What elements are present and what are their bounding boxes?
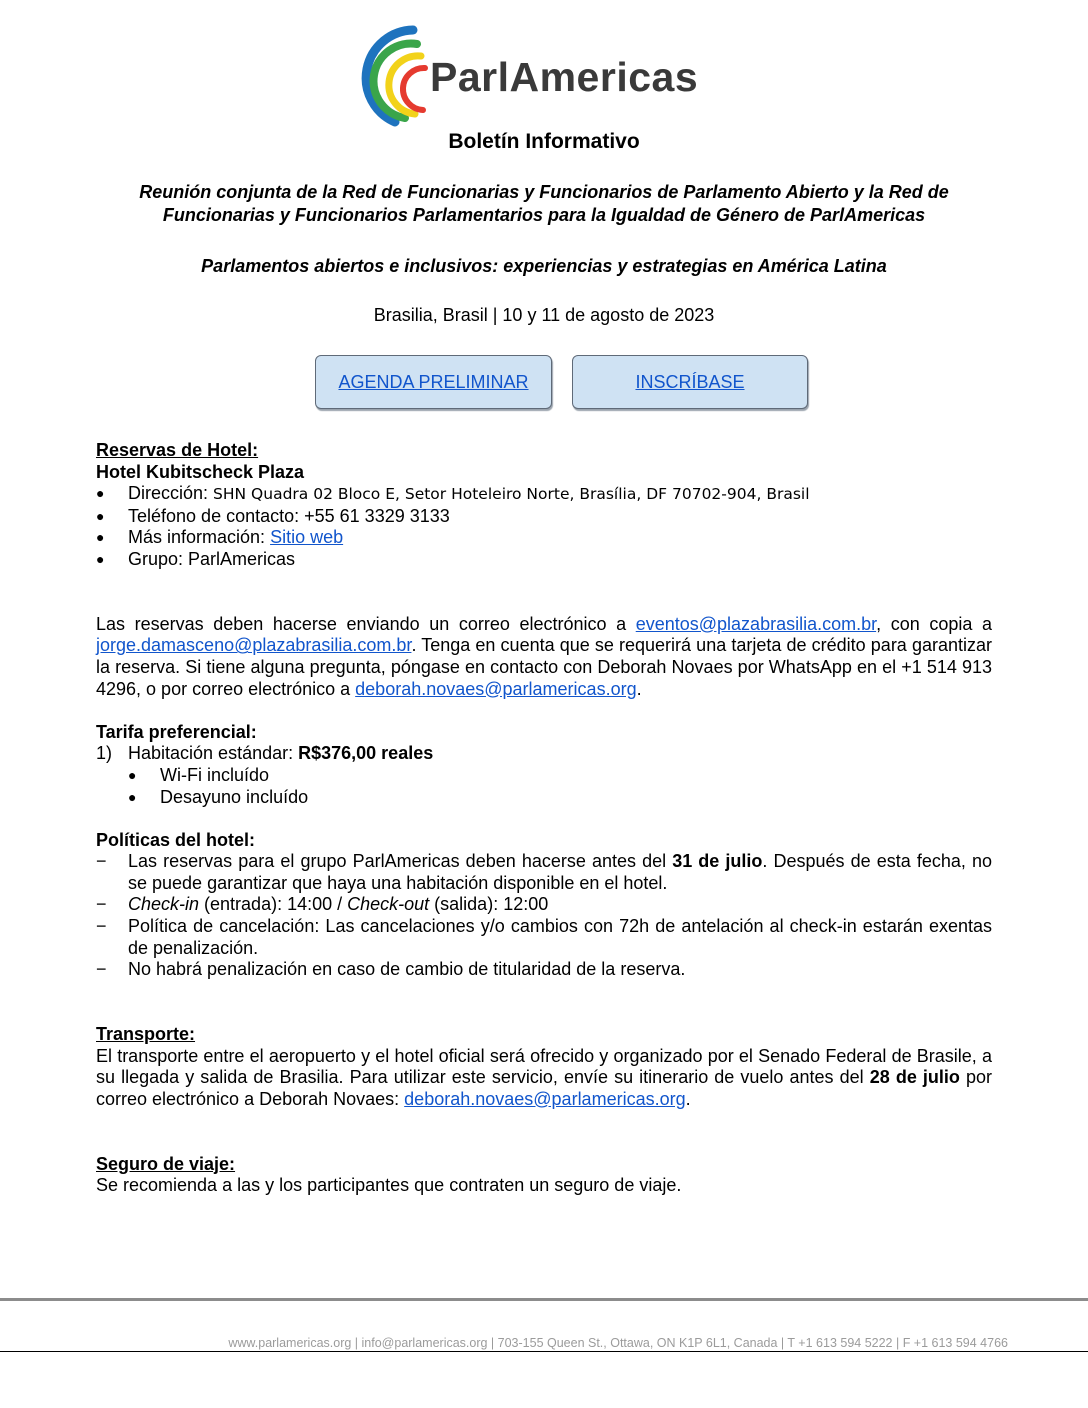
rate-heading: Tarifa preferencial: (96, 721, 257, 742)
hotel-address: ● Dirección: SHN Quadra 02 Bloco E, Setor Hoteleiro Norte, Brasília, DF 70702-904, Brasil (96, 483, 992, 506)
place-date: Brasilia, Brasil | 10 y 11 de agosto de 2023 (373, 305, 715, 325)
hotel-name: Hotel Kubitscheck Plaza (96, 461, 305, 482)
transport-heading: Transporte: (96, 1024, 196, 1045)
main-content (96, 440, 992, 1197)
agenda-button[interactable] (315, 355, 552, 409)
event-name: Parlamentos abiertos e inclusivos: experiencias y estrategias en América Latina (201, 256, 887, 276)
policy-checkin: − Check-in (entrada): 14:00 / Check-out (salida): 12:00 (96, 894, 992, 916)
insurance-text: Se recomienda a las y los participantes que contraten un seguro de viaje. (96, 1175, 682, 1196)
transport-email-link[interactable]: deborah.novaes@parlamericas.org (404, 1088, 686, 1109)
hotel-website-link[interactable]: Sitio web (270, 527, 344, 548)
policy-cancellation: − Política de cancelación: Las cancelaciones y/o cambios con 72h de antelación al check-in estarán exentas de penalización. (96, 916, 992, 959)
hotel-info: ● Más información: Sitio web (96, 527, 992, 549)
footer-divider (0, 1298, 1088, 1301)
email-link-eventos[interactable]: eventos@plazabrasilia.com.br (635, 613, 877, 634)
rate-feature-wifi: ● Wi-Fi incluído (96, 765, 992, 787)
footer-bottom-line (0, 1351, 1088, 1352)
logo-swirl-icon (355, 22, 435, 132)
transport-paragraph: El transporte entre el aeropuerto y el hotel oficial será ofrecido y organizado por el Senado Federal de Brasile, a su llegada y salida de Brasilia. Para utilizar este servicio, envíe su itinerario de vuelo antes del 28 de julio por correo electrónico a Deborah Novaes: deborah.novaes@parlamericas.org. (96, 1045, 992, 1109)
rate-features (96, 765, 992, 808)
meeting-subtitle: Reunión conjunta de la Red de Funcionarias y Funcionarios de Parlamento Abierto y la Red de Funcionarias y Funcionarios Parlamentarios para la Igualdad de Género de ParlAmericas (139, 182, 949, 225)
policy-transfer: − No habrá penalización en caso de cambio de titularidad de la reserva. (96, 959, 992, 981)
register-link[interactable]: INSCRÍBASE (635, 371, 745, 392)
hotel-phone: ● Teléfono de contacto: +55 61 3329 3133 (96, 506, 992, 528)
email-link-jorge[interactable]: jorge.damasceno@plazabrasilia.com.br (96, 635, 412, 656)
hotel-details-list (96, 483, 992, 570)
insurance-heading: Seguro de viaje: (96, 1153, 236, 1174)
policies-heading: Políticas del hotel: (96, 829, 256, 850)
agenda-link[interactable]: AGENDA PRELIMINAR (338, 371, 529, 392)
footer-contact: www.parlamericas.org | info@parlamericas.org | 703-155 Queen St., Ottawa, ON K1P 6L1, Canada | T +1 613 594 5222 | F +1 613 594 4766 (228, 1336, 1008, 1350)
logo-text: ParlAmericas (430, 54, 699, 100)
policy-deadline: − Las reservas para el grupo ParlAmericas deben hacerse antes del 31 de julio. Después de esta fecha, no se puede garantizar que haya una habitación disponible en el hotel. (96, 851, 992, 894)
hotel-heading: Reservas de Hotel: (96, 440, 259, 460)
rate-item: 1) Habitación estándar: R$376,00 reales (96, 743, 434, 764)
page-title: Boletín Informativo (448, 130, 640, 153)
reservations-paragraph: Las reservas deben hacerse enviando un correo electrónico a eventos@plazabrasilia.com.br, con copia a jorge.damasceno@plazabrasilia.com.br. Tenga en cuenta que se requerirá una tarjeta de crédito para garantizar la reserva. Si tiene alguna pregunta, póngase en contacto con Deborah Novaes por WhatsApp en el +1 514 913 4296, o por correo electrónico a deborah.novaes@parlamericas.org. (96, 613, 992, 699)
policies-list (96, 851, 992, 981)
register-button[interactable] (572, 355, 808, 409)
rate-feature-breakfast: ● Desayuno incluído (96, 787, 992, 809)
hotel-group: ● Grupo: ParlAmericas (96, 549, 992, 571)
email-link-deborah[interactable]: deborah.novaes@parlamericas.org (355, 678, 637, 699)
